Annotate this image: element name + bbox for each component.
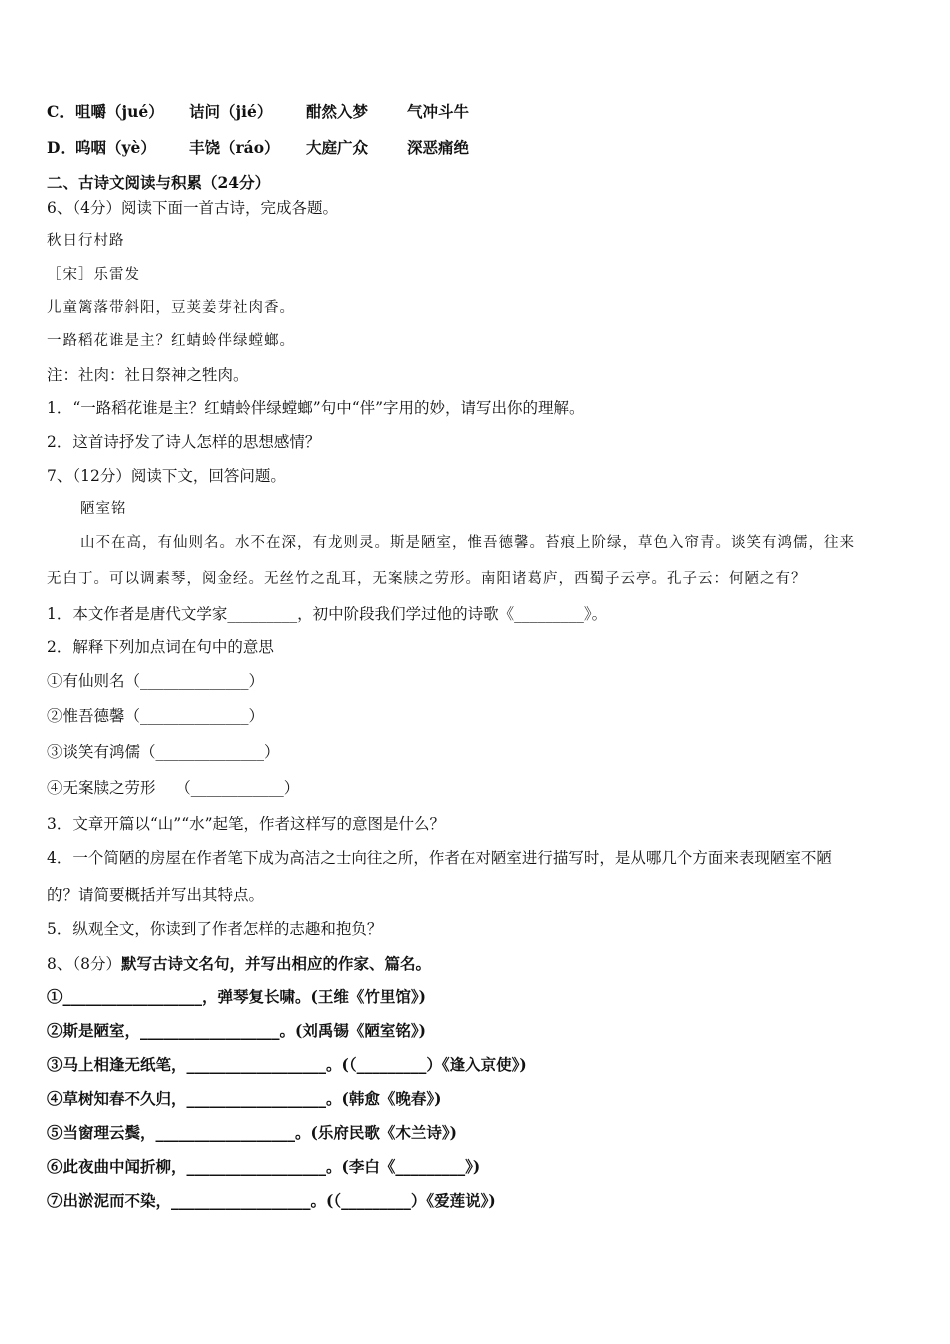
poem-note: 注：社肉：社日祭神之牲肉。 [47,366,249,384]
essay-para-2: 无白丁。可以调素琴，阅金经。无丝竹之乱耳，无案牍之劳形。南阳诸葛庐，西蜀子云亭。孔子云：何陋之有？ [47,571,807,587]
poem-author: ［宋］乐雷发 [47,267,140,283]
option-d-label: D． [47,138,76,157]
essay-para-1: 山不在高，有仙则名。水不在深，有龙则灵。斯是陋室，惟吾德馨。苔痕上阶绿，草色入帘青。谈笑有鸿儒，往来 [80,535,855,551]
q7-sub-4a: 4．一个简陋的房屋在作者笔下成为高洁之士向往之所，作者在对陋室进行描写时，是从哪几个方面来表现陋室不陋 [47,849,832,867]
q7-sub-4b: 的？请简要概括并写出其特点。 [47,886,265,904]
q7-item-4: ④无案牍之劳形 （____________） [47,779,300,797]
q7-item-3: ③谈笑有鸿儒（______________） [47,743,280,761]
q8-item-1: ①__________________，弹琴复长啸。(王维《竹里馆》) [47,987,426,1006]
option-d-a: 呜咽（yè） [75,138,156,157]
option-c-a: 咀嚼（jué） [75,102,164,121]
q6-stem: 6、（4分）阅读下面一首古诗，完成各题。 [47,199,338,217]
q8-item-2: ②斯是陋室，__________________。(刘禹锡《陋室铭》) [47,1021,426,1040]
poem-line-2: 一路稻花谁是主？红蜻蛉伴绿螳螂。 [47,333,295,349]
option-c-label: C． [47,102,75,121]
q8-stem-text: 默写古诗文名句，并写出相应的作家、篇名。 [120,954,431,973]
q8-stem-prefix: 8、（8分） [47,955,121,973]
option-c-c: 酣然入梦 [306,102,369,121]
q7-sub-5: 5．纵观全文，你读到了作者怎样的志趣和抱负？ [47,920,383,938]
option-d-d: 深恶痛绝 [407,138,470,157]
option-c-d: 气冲斗牛 [407,102,470,121]
section-title: 二、古诗文阅读与积累（24分） [47,173,271,192]
q8-item-6: ⑥此夜曲中闻折柳，__________________。(李白《_________》) [47,1157,481,1176]
option-d-b: 丰饶（ráo） [189,138,280,157]
q8-item-4: ④草树知春不久归，__________________。(韩愈《晚春》) [47,1089,442,1108]
q7-stem: 7、（12分）阅读下文，回答问题。 [47,467,286,485]
q7-item-1: ①有仙则名（______________） [47,672,265,690]
q7-sub-3: 3．文章开篇以“山”“水”起笔，作者这样写的意图是什么？ [47,815,446,833]
q7-sub-1: 1．本文作者是唐代文学家_________，初中阶段我们学过他的诗歌《_________》。 [47,605,608,623]
option-c-b: 诘问（jié） [189,102,273,121]
q6-sub-2: 2．这首诗抒发了诗人怎样的思想感情？ [47,433,321,451]
poem-line-1: 儿童篱落带斜阳，豆荚姜芽社肉香。 [47,300,295,316]
q8-item-3: ③马上相逢无纸笔，__________________。(（_________）《逢入京使》) [47,1055,527,1074]
q8-item-5: ⑤当窗理云鬓，__________________。(乐府民歌《木兰诗》) [47,1123,457,1142]
q8-stem [47,954,431,974]
option-d-c: 大庭广众 [306,138,369,157]
q7-sub-2: 2．解释下列加点词在句中的意思 [47,638,274,656]
q7-item-2: ②惟吾德馨（______________） [47,707,265,725]
q6-sub-1: 1．“一路稻花谁是主？红蜻蛉伴绿螳螂”句中“伴”字用的妙，请写出你的理解。 [47,399,585,417]
q8-item-7: ⑦出淤泥而不染，__________________。(（_________）《爱莲说》) [47,1191,496,1210]
poem-title: 秋日行村路 [47,233,125,249]
essay-title: 陋室铭 [80,501,127,517]
